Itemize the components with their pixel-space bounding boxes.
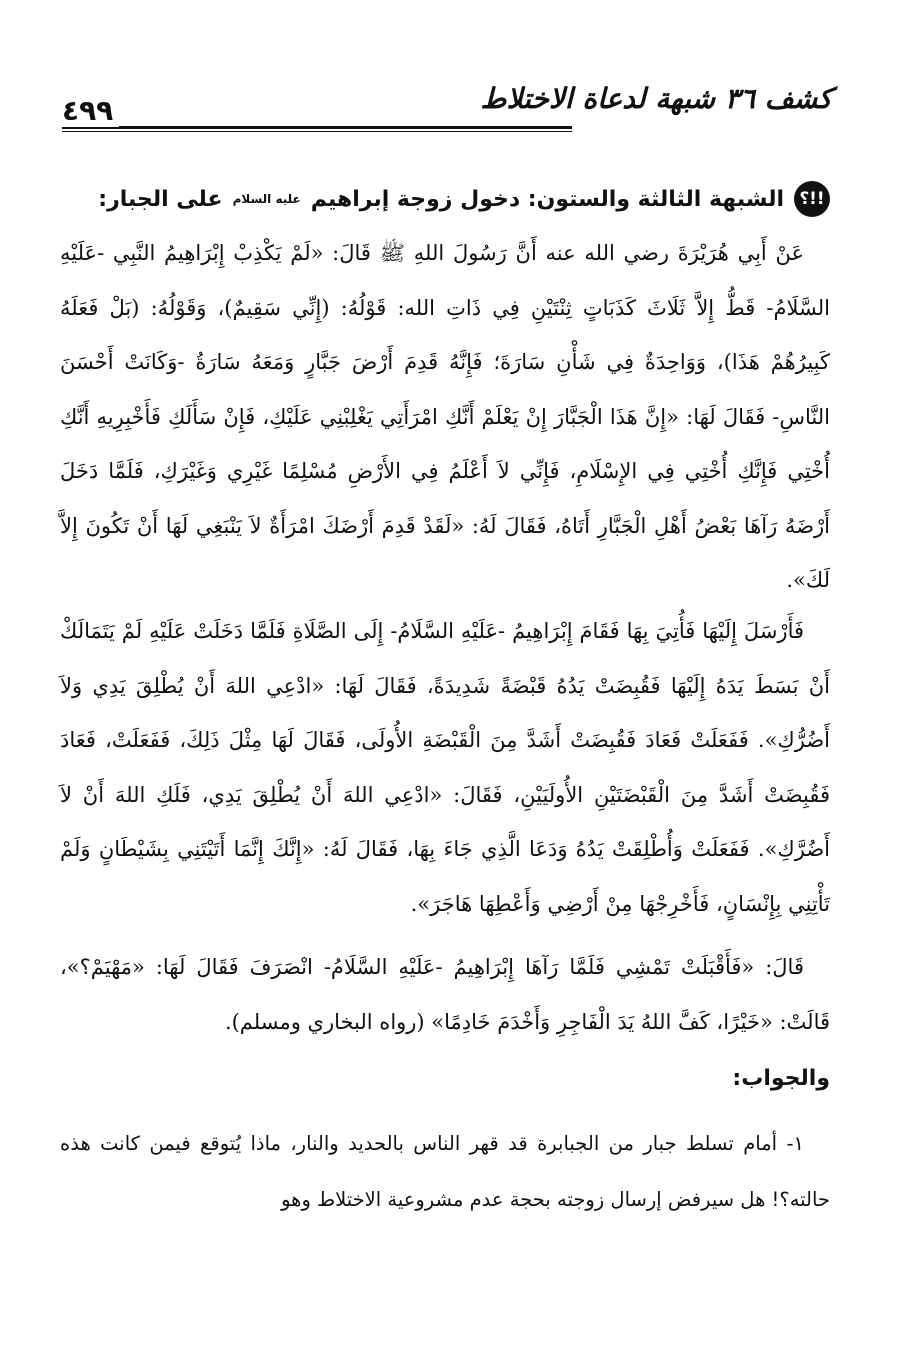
paragraph-3-text: قَالَ: «فَأَقْبَلَتْ تَمْشِي فَلَمَّا رَآهَا إِبْرَاهِيمُ -عَلَيْهِ السَّلَامُ- انْصَرَفَ فَقَالَ لَهَا: «مَهْيَمْ؟»، قَالَتْ: «خَيْرًا، كَفَّ اللهُ يَدَ الْفَاجِرِ وَأَخْدَمَ خَادِمًا» (رواه البخاري ومسلم).	[60, 955, 830, 1034]
header-rule	[62, 126, 572, 129]
hadith-paragraph-1	[60, 226, 830, 608]
hadith-paragraph-3	[60, 940, 830, 1049]
section-title-part2: على الجبار:	[98, 186, 223, 212]
answer-paragraph-1	[60, 1116, 830, 1228]
answer-paragraph-1-text: ١- أمام تسلط جبار من الجبابرة قد قهر الناس بالحديد والنار، ماذا يُتوقع فيمن كانت هذه حالته؟! هل سيرفض إرسال زوجته بحجة عدم مشروعية الاختلاط وهو	[60, 1132, 830, 1211]
exclamation-badge-icon: !!؟	[794, 181, 830, 217]
header-rule-thin	[62, 131, 572, 132]
hadith-paragraph-2	[60, 604, 830, 931]
section-title-part1: الشبهة الثالثة والستون: دخول زوجة إبراهيم	[310, 186, 784, 212]
book-title: كشف ٣٦ شبهة لدعاة الاختلاط	[480, 82, 832, 115]
page-number: ٤٩٩	[62, 94, 119, 127]
paragraph-2-text: فَأَرْسَلَ إِلَيْهَا فَأُتِيَ بِهَا فَقَامَ إِبْرَاهِيمُ -عَلَيْهِ السَّلَامُ- إِلَى الصَّلَاةِ فَلَمَّا دَخَلَتْ عَلَيْهِ لَمْ يَتَمَالَكْ أَنْ بَسَطَ يَدَهُ إِلَيْهَا فَقُبِضَتْ يَدُهُ قَبْضَةً شَدِيدَةً، فَقَالَ لَهَا: «ادْعِي اللهَ أَنْ يُطْلِقَ يَدِي وَلاَ أَضُرُّكِ». فَفَعَلَتْ فَعَادَ فَقُبِضَتْ أَشَدَّ مِنَ الْقَبْضَةِ الأُولَى، فَقَالَ لَهَا مِثْلَ ذَلِكَ، فَفَعَلَتْ، فَعَادَ فَقُبِضَتْ أَشَدَّ مِنَ الْقَبْضَتَيْنِ الأُولَيَيْنِ، فَقَالَ: «ادْعِي اللهَ أَنْ يُطْلِقَ يَدِي، فَلَكِ اللهَ أَنْ لاَ أَضُرَّكِ». فَفَعَلَتْ وَأُطْلِقَتْ يَدُهُ وَدَعَا الَّذِي جَاءَ بِهَا، فَقَالَ لَهُ: «إِنَّكَ إِنَّمَا أَتَيْتَنِي بِشَيْطَانٍ وَلَمْ تَأْتِنِي بِإِنْسَانٍ، فَأَخْرِجْهَا مِنْ أَرْضِي وَأَعْطِهَا هَاجَرَ».	[60, 619, 830, 916]
running-header	[62, 82, 832, 136]
honorific-ligature: عليه السلام	[232, 192, 301, 206]
section-heading	[60, 176, 830, 222]
paragraph-1-text: عَنْ أَبِي هُرَيْرَةَ رضي الله عنه أَنَّ رَسُولَ اللهِ ﷺ قَالَ: «لَمْ يَكْذِبْ إِبْرَاهِيمُ النَّبِي -عَلَيْهِ السَّلَامُ- قَطُّ إِلاَّ ثَلَاثَ كَذَبَاتٍ ثِنْتَيْنِ فِي ذَاتِ الله: قَوْلُهُ: (إِنِّي سَقِيمٌ)، وَقَوْلُهُ: (بَلْ فَعَلَهُ كَبِيرُهُمْ هَذَا)، وَوَاحِدَةٌ فِي شَأْنِ سَارَةَ؛ فَإِنَّهُ قَدِمَ أَرْضَ جَبَّارٍ وَمَعَهُ سَارَةُ -وَكَانَتْ أَحْسَنَ النَّاسِ- فَقَالَ لَهَا: «إِنَّ هَذَا الْجَبَّارَ إِنْ يَعْلَمْ أَنَّكِ امْرَأَتِي يَغْلِبْنِي عَلَيْكِ، فَإِنْ سَأَلَكِ فَأَخْبِرِيهِ أَنَّكِ أُخْتِي فَإِنَّكِ أُخْتِي فِي الإِسْلَامِ، فَإِنِّي لاَ أَعْلَمُ فِي الأَرْضِ مُسْلِمًا غَيْرِي وَغَيْرَكِ، فَلَمَّا دَخَلَ أَرْضَهُ رَآهَا بَعْضُ أَهْلِ الْجَبَّارِ أَتَاهُ، فَقَالَ لَهُ: «لَقَدْ قَدِمَ أَرْضَكَ امْرَأَةٌ لاَ يَنْبَغِي لَهَا أَنْ تَكُونَ إِلاَّ لَكَ».	[60, 241, 830, 592]
answer-heading: والجواب:	[732, 1066, 830, 1091]
